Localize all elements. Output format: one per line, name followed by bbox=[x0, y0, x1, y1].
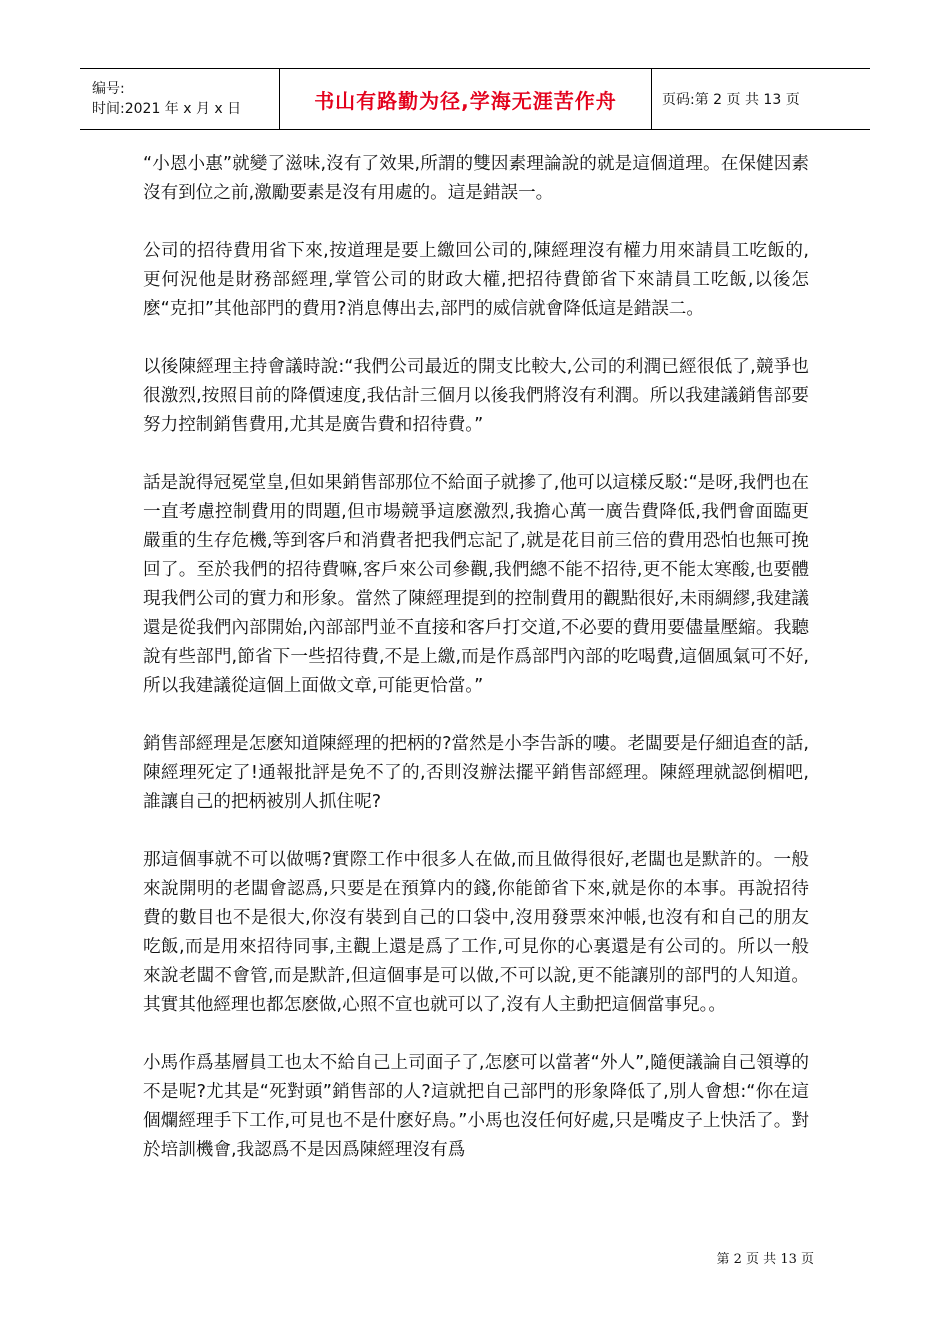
paragraph: 小馬作爲基層員工也太不給自己上司面子了,怎麽可以當著“外人”,隨便議論自己領導的不是呢?尤其是“死對頭”銷售部的人?這就把自己部門的形象降低了,別人會想:“你在這個爛經理手下工作,可見也不是什麽好鳥。”小馬也沒任何好處,只是嘴皮子上快活了。對於培訓機會,我認爲不是因爲陳經理沒有爲 bbox=[143, 1053, 809, 1160]
paragraph: “小恩小惠”就變了滋味,沒有了效果,所謂的雙因素理論說的就是這個道理。在保健因素沒有到位之前,激勵要素是沒有用處的。這是錯誤一。 bbox=[143, 154, 809, 203]
page-header bbox=[80, 68, 870, 130]
header-page-number: 页码:第 2 页 共 13 页 bbox=[662, 92, 800, 108]
header-motto: 书山有路勤为径,学海无涯苦作舟 bbox=[314, 88, 617, 113]
document-date: 时间:2021 年 x 月 x 日 bbox=[92, 101, 242, 117]
paragraph: 以後陳經理主持會議時說:“我們公司最近的開支比較大,公司的利潤已經很低了,競爭也很激烈,按照目前的降價速度,我估計三個月以後我們將沒有利潤。所以我建議銷售部要努力控制銷售費用,尤其是廣告費和招待費。” bbox=[143, 357, 809, 435]
document-body bbox=[143, 150, 809, 1194]
footer-page-number: 第 2 页 共 13 页 bbox=[716, 1252, 814, 1267]
header-motto-cell bbox=[280, 69, 652, 129]
header-meta bbox=[80, 69, 280, 129]
document-number-label: 编号: bbox=[92, 81, 125, 97]
paragraph: 那這個事就不可以做嗎?實際工作中很多人在做,而且做得很好,老闆也是默許的。一般來說開明的老闆會認爲,只要是在預算内的錢,你能節省下來,就是你的本事。再說招待費的數目也不是很大,你沒有裝到自己的口袋中,沒用發票來沖帳,也沒有和自己的朋友吃飯,而是用來招待同事,主觀上還是爲了工作,可見你的心裏還是有公司的。所以一般來說老闆不會管,而是默許,但這個事是可以做,不可以說,更不能讓別的部門的人知道。其實其他經理也都怎麽做,心照不宣也就可以了,沒有人主動把這個當事兒。。 bbox=[143, 850, 809, 1015]
paragraph: 銷售部經理是怎麽知道陳經理的把柄的?當然是小李告訴的嘍。老闆要是仔細追查的話,陳經理死定了!通報批評是免不了的,否則沒辦法擺平銷售部經理。陳經理就認倒楣吧,誰讓自己的把柄被別人抓住呢? bbox=[143, 734, 809, 812]
paragraph: 公司的招待費用省下來,按道理是要上繳回公司的,陳經理沒有權力用來請員工吃飯的,更何況他是財務部經理,掌管公司的財政大權,把招待費節省下來請員工吃飯,以後怎麽“克扣”其他部門的費用?消息傳出去,部門的威信就會降低這是錯誤二。 bbox=[143, 241, 809, 319]
paragraph: 話是說得冠冕堂皇,但如果銷售部那位不給面子就摻了,他可以這樣反駁:“是呀,我們也在一直考慮控制費用的問題,但市場競爭這麽激烈,我擔心萬一廣告費降低,我們會面臨更嚴重的生存危機,等到客戶和消費者把我們忘記了,就是花目前三倍的費用恐怕也無可挽回了。至於我們的招待費嘛,客戶來公司參觀,我們總不能不招待,更不能太寒酸,也要體現我們公司的實力和形象。當然了陳經理提到的控制費用的觀點很好,未雨綢繆,我建議還是從我們內部開始,內部部門並不直接和客戶打交道,不必要的費用要儘量壓縮。我聽說有些部門,節省下一些招待費,不是上繳,而是作爲部門內部的吃喝費,這個風氣可不好,所以我建議從這個上面做文章,可能更恰當。” bbox=[143, 473, 809, 696]
